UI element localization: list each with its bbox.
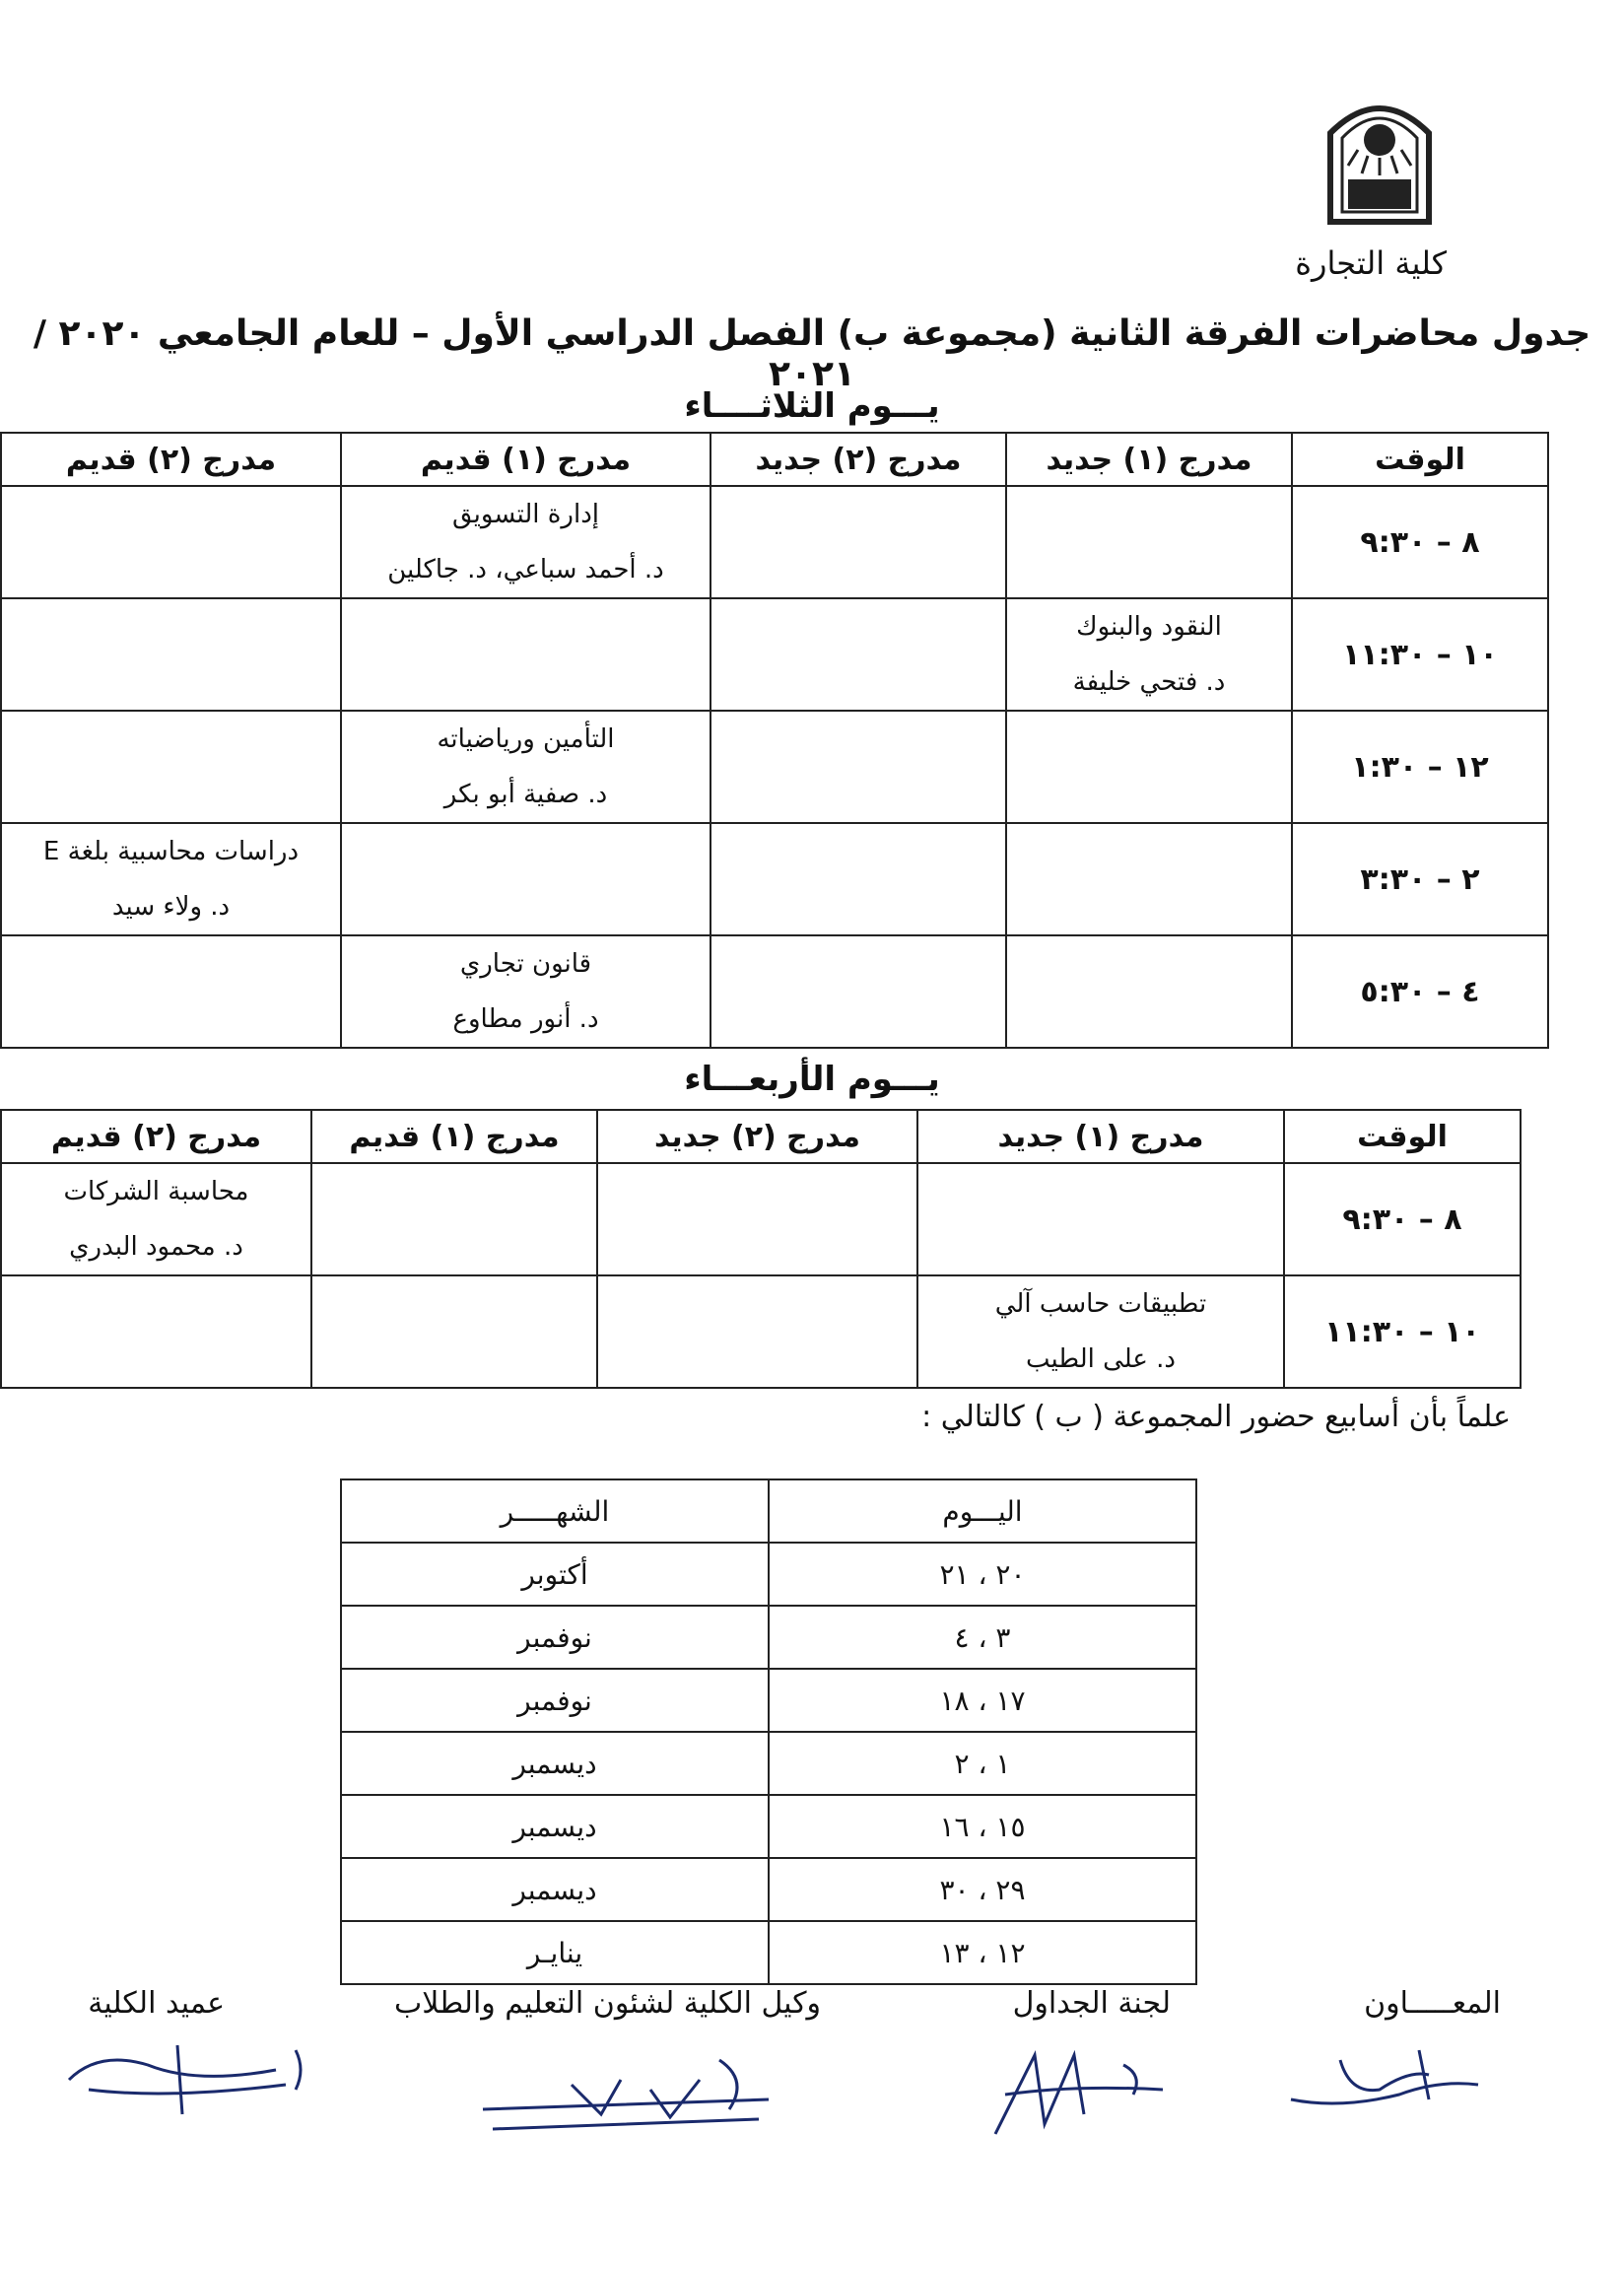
attendance-note: علماً بأن أسابيع حضور المجموعة ( ب ) كالتالي :	[921, 1400, 1511, 1434]
attendance-days: ٢٠ ، ٢١	[769, 1543, 1196, 1606]
attendance-days: ١٧ ، ١٨	[769, 1669, 1196, 1732]
schedule-cell	[1006, 598, 1292, 711]
header-hall-1-new: مدرج (١) جديد	[1006, 433, 1292, 486]
attendance-days: ١٥ ، ١٦	[769, 1795, 1196, 1858]
header-hall-2-old: مدرج (٢) قديم	[1, 433, 341, 486]
schedule-cell	[341, 711, 710, 823]
header-month: الشهـــــر	[341, 1479, 769, 1543]
schedule-cell	[1, 1163, 311, 1275]
course-name: قانون تجاري	[459, 949, 592, 979]
instructor-name: د. صفية أبو بكر	[443, 780, 608, 809]
table-row	[1, 1163, 1521, 1275]
header-time: الوقت	[1292, 433, 1548, 486]
attendance-month: ديسمبر	[341, 1795, 769, 1858]
table-row	[341, 1858, 1196, 1921]
schedule-cell	[1006, 823, 1292, 935]
instructor-name: د. على الطيب	[1025, 1344, 1176, 1374]
attendance-days: ١٢ ، ١٣	[769, 1921, 1196, 1984]
time-slot: ٨ – ٩:٣٠	[1292, 486, 1548, 598]
schedule-cell	[710, 711, 1006, 823]
signature-assistant-label: المعـــــاون	[1364, 1986, 1501, 2021]
schedule-cell	[1, 598, 341, 711]
schedule-cell	[710, 935, 1006, 1048]
schedule-cell	[311, 1275, 597, 1388]
time-slot: ١٠ – ١١:٣٠	[1284, 1275, 1521, 1388]
attendance-days: ٣ ، ٤	[769, 1606, 1196, 1669]
time-slot: ٤ – ٥:٣٠	[1292, 935, 1548, 1048]
schedule-cell	[917, 1275, 1284, 1388]
attendance-weeks-table	[340, 1478, 1197, 1985]
header-hall-2-new: مدرج (٢) جديد	[710, 433, 1006, 486]
header-hall-1-old: مدرج (١) قديم	[311, 1110, 597, 1163]
attendance-month: أكتوبر	[341, 1543, 769, 1606]
schedule-cell	[341, 486, 710, 598]
course-name: النقود والبنوك	[1076, 612, 1222, 642]
signature-dean-label: عميد الكلية	[88, 1986, 225, 2021]
table-row	[1, 598, 1548, 711]
instructor-name: د. أحمد سباعي، د. جاكلين	[387, 555, 664, 584]
table-header-row	[1, 433, 1548, 486]
attendance-days: ١ ، ٢	[769, 1732, 1196, 1795]
signature-vice-dean-mark	[473, 2040, 808, 2139]
schedule-cell	[1, 1275, 311, 1388]
table-row	[1, 486, 1548, 598]
header-hall-2-old: مدرج (٢) قديم	[1, 1110, 311, 1163]
wednesday-schedule-table	[0, 1109, 1522, 1389]
instructor-name: د. محمود البدري	[69, 1232, 243, 1262]
signature-assistant-mark	[1281, 2040, 1498, 2119]
schedule-cell	[341, 823, 710, 935]
table-row	[341, 1669, 1196, 1732]
time-slot: ٨ – ٩:٣٠	[1284, 1163, 1521, 1275]
attendance-month: نوفمبر	[341, 1669, 769, 1732]
header-hall-1-old: مدرج (١) قديم	[341, 433, 710, 486]
time-slot: ٢ – ٣:٣٠	[1292, 823, 1548, 935]
schedule-cell	[597, 1275, 917, 1388]
table-row	[341, 1795, 1196, 1858]
schedule-cell	[1006, 711, 1292, 823]
page-title: جدول محاضرات الفرقة الثانية (مجموعة ب) الفصل الدراسي الأول – للعام الجامعي ٢٠٢٠ / ٢٠٢١	[33, 313, 1591, 394]
tuesday-title: يـــوم الثلاثــــاء	[684, 386, 940, 426]
instructor-name: د. أنور مطاوع	[452, 1004, 599, 1034]
table-row	[1, 711, 1548, 823]
attendance-month: ديسمبر	[341, 1858, 769, 1921]
schedule-cell	[710, 486, 1006, 598]
schedule-cell	[597, 1163, 917, 1275]
time-slot: ١٢ – ١:٣٠	[1292, 711, 1548, 823]
course-name: تطبيقات حاسب آلي	[994, 1289, 1207, 1319]
wednesday-title: يـــوم الأربعـــاء	[684, 1060, 940, 1099]
header-day: اليـــوم	[769, 1479, 1196, 1543]
signature-committee-label: لجنة الجداول	[1012, 1986, 1171, 2021]
course-name: التأمين ورياضياته	[437, 724, 615, 754]
course-name: إدارة التسويق	[451, 500, 599, 529]
signature-dean-mark	[59, 2030, 315, 2119]
schedule-cell	[341, 935, 710, 1048]
attendance-month: ينايـر	[341, 1921, 769, 1984]
attendance-month: ديسمبر	[341, 1732, 769, 1795]
schedule-cell	[1, 711, 341, 823]
schedule-cell	[917, 1163, 1284, 1275]
signature-committee-mark	[985, 2035, 1183, 2144]
instructor-name: د. ولاء سيد	[111, 892, 231, 922]
table-header-row	[341, 1479, 1196, 1543]
header-hall-2-new: مدرج (٢) جديد	[597, 1110, 917, 1163]
schedule-cell	[710, 598, 1006, 711]
course-name: محاسبة الشركات	[63, 1177, 249, 1206]
table-row	[341, 1543, 1196, 1606]
schedule-cell	[710, 823, 1006, 935]
table-row	[341, 1921, 1196, 1984]
header-time: الوقت	[1284, 1110, 1521, 1163]
table-row	[341, 1606, 1196, 1669]
schedule-cell	[1006, 935, 1292, 1048]
table-row	[1, 935, 1548, 1048]
instructor-name: د. فتحي خليفة	[1072, 667, 1226, 697]
table-header-row	[1, 1110, 1521, 1163]
schedule-cell	[311, 1163, 597, 1275]
attendance-month: نوفمبر	[341, 1606, 769, 1669]
table-row	[1, 1275, 1521, 1388]
attendance-days: ٢٩ ، ٣٠	[769, 1858, 1196, 1921]
time-slot: ١٠ – ١١:٣٠	[1292, 598, 1548, 711]
signature-vice-dean-label: وكيل الكلية لشئون التعليم والطلاب	[394, 1986, 821, 2021]
schedule-cell	[1, 823, 341, 935]
course-name: دراسات محاسبية بلغة E	[42, 837, 300, 866]
table-row	[1, 823, 1548, 935]
header-hall-1-new: مدرج (١) جديد	[917, 1110, 1284, 1163]
schedule-cell	[1, 935, 341, 1048]
tuesday-schedule-table	[0, 432, 1549, 1049]
faculty-name: كلية التجارة	[1295, 244, 1447, 282]
schedule-cell	[1006, 486, 1292, 598]
table-row	[341, 1732, 1196, 1795]
schedule-cell	[1, 486, 341, 598]
university-logo	[1320, 89, 1439, 227]
schedule-cell	[341, 598, 710, 711]
